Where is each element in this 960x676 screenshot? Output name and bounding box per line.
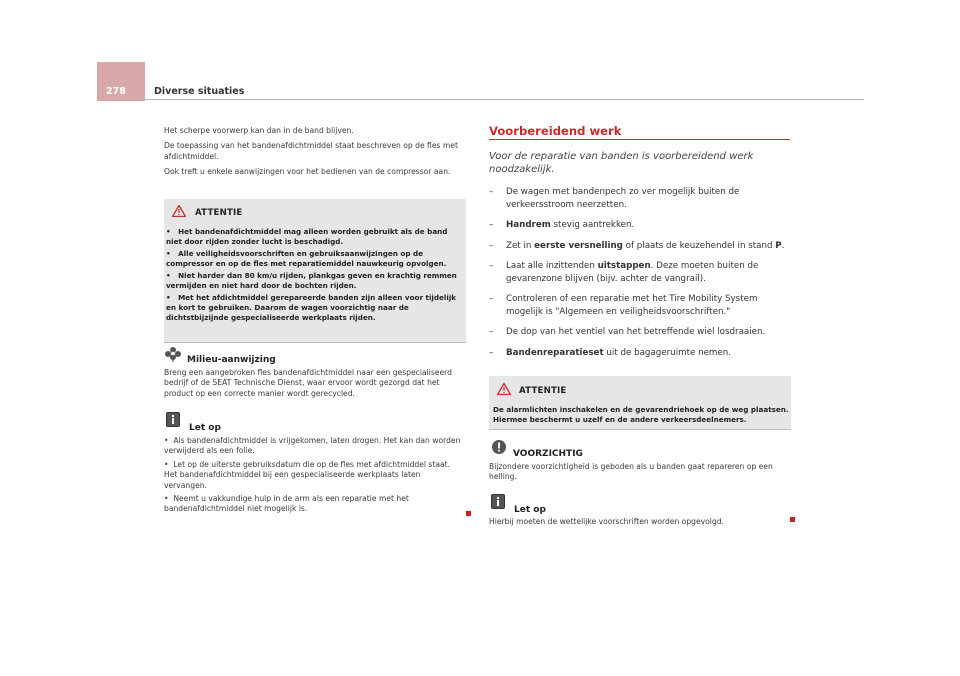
letop-title: Let op [514, 505, 546, 515]
list-item: – Laat alle inzittenden uitstappen. Deze moeten buiten de gevarenzone blijven (bijv. achter de vangrail). [489, 261, 759, 284]
warning-triangle-icon [497, 383, 511, 395]
attentie-item: Alle veiligheidsvoorschriften en gebruiksaanwijzingen op de compressor en op de fles met reparatiemiddel nauwkeurig opvolgen. [166, 249, 447, 268]
section-intro: Voor de reparatie van banden is voorbereidend werk noodzakelijk. [489, 151, 754, 175]
left-intro [164, 126, 464, 178]
end-marker [466, 511, 471, 516]
attentie-text: De alarmlichten inschakelen en de gevarendriehoek op de weg plaatsen. Hiermee beschermt u uzelf en de andere verkeersdeelnemers. [493, 405, 789, 424]
environment-flower-icon [164, 346, 182, 362]
attentie-title: ATTENTIE [519, 386, 567, 396]
end-marker [790, 517, 795, 522]
list-item: – De dop van het ventiel van het betreffende wiel losdraaien. [489, 327, 766, 337]
list-item: • Als bandenafdichtmiddel is vrijgekomen, laten drogen. Het kan dan worden verwijderd als een folie. [164, 436, 461, 456]
voorzichtig-text: Bijzondere voorzichtigheid is geboden als u banden gaat repareren op een helling. [489, 462, 773, 482]
paragraph: Ook treft u enkele aanwijzingen voor het bedienen van de compressor aan. [164, 167, 451, 177]
title-rule [489, 139, 790, 140]
voorzichtig-title: VOORZICHTIG [513, 449, 583, 459]
section-title: Voorbereidend werk [489, 124, 622, 138]
list-item: – Handrem stevig aantrekken. [489, 220, 635, 230]
letop-item: Neemt u vakkundige hulp in de arm als een reparatie met het bandenafdichtmiddel niet mogelijk is. [164, 494, 409, 514]
letop-item: Let op de uiterste gebruiksdatum die op de fles met afdichtmiddel staat. Het bandenafdichtmiddel bij een gespecialiseerde werkplaats laten vervangen. [164, 459, 451, 490]
attentie-title: ATTENTIE [195, 208, 243, 218]
list-item: – Bandenreparatieset uit de bagageruimte nemen. [489, 347, 732, 358]
letop-text: Hierbij moeten de wettelijke voorschriften worden opgevolgd. [489, 517, 724, 526]
attentie-item: Het bandenafdichtmiddel mag alleen worden gebruikt als de band niet door rijden zonder lucht is beschadigd. [166, 227, 448, 246]
list-item: – De wagen met bandenpech zo ver mogelijk buiten de verkeersstroom neerzetten. [489, 187, 740, 210]
list-item: – Zet in eerste versnelling of plaats de keuzehendel in stand P. [489, 240, 785, 251]
attentie-item: Met het afdichtmiddel gerepareerde banden zijn alleen voor tijdelijk en kort te gebruiken. Daarom de wagen voorzichtig naar de dichtstbijzijnde gespecialiseerde werkplaats rijden. [166, 293, 457, 322]
page-number: 278 [106, 86, 126, 97]
milieu-text: Breng een aangebroken fles bandenafdichtmiddel naar een gespecialiseerd bedrijf of de SEAT Technische Dienst, waar ervoor wordt gezorgd dat het product op een correcte manier wordt gerecycled. [164, 368, 452, 398]
letop-title: Let op [189, 423, 221, 433]
attentie-list [166, 227, 464, 323]
header-rule [145, 99, 864, 100]
caution-icon [491, 439, 507, 455]
list-item: • Het bandenafdichtmiddel mag alleen worden gebruikt als de band niet door rijden zonder lucht is beschadigd. [166, 227, 448, 246]
paragraph: De toepassing van het bandenafdichtmiddel staat beschreven op de fles met afdichtmiddel. [164, 141, 458, 161]
section-header: Diverse situaties [154, 86, 245, 97]
list-item: • Alle veiligheidsvoorschriften en gebruiksaanwijzingen op de compressor en op de fles met reparatiemiddel nauwkeurig opvolgen. [166, 249, 447, 268]
list-item: • Niet harder dan 80 km/u rijden, plankgas geven en krachtig remmen vermijden en niet hard door de bochten rijden. [166, 271, 457, 290]
info-icon [491, 494, 505, 509]
warning-triangle-icon [172, 205, 186, 217]
info-icon [166, 412, 180, 427]
list-item: – Controleren of een reparatie met het Tire Mobility System mogelijk is "Algemeen en veiligheidsvoorschriften." [489, 294, 758, 317]
list-item: • Met het afdichtmiddel gerepareerde banden zijn alleen voor tijdelijk en kort te gebruiken. Daarom de wagen voorzichtig naar de dichtstbijzijnde gespecialiseerde werkplaats rijden. [166, 293, 457, 322]
attentie-item: Niet harder dan 80 km/u rijden, plankgas geven en krachtig remmen vermijden en niet hard door de bochten rijden. [166, 271, 457, 290]
milieu-title: Milieu-aanwijzing [187, 355, 276, 365]
step-list [489, 186, 794, 367]
list-item: • Let op de uiterste gebruiksdatum die op de fles met afdichtmiddel staat. Het bandenafdichtmiddel bij een gespecialiseerde werkplaats laten vervangen. [164, 459, 451, 490]
letop-item: Als bandenafdichtmiddel is vrijgekomen, laten drogen. Het kan dan worden verwijderd als een folie. [164, 436, 461, 456]
letop-list [164, 436, 464, 515]
list-item: • Neemt u vakkundige hulp in de arm als een reparatie met het bandenafdichtmiddel niet mogelijk is. [164, 494, 409, 514]
paragraph: Het scherpe voorwerp kan dan in de band blijven. [164, 126, 354, 135]
